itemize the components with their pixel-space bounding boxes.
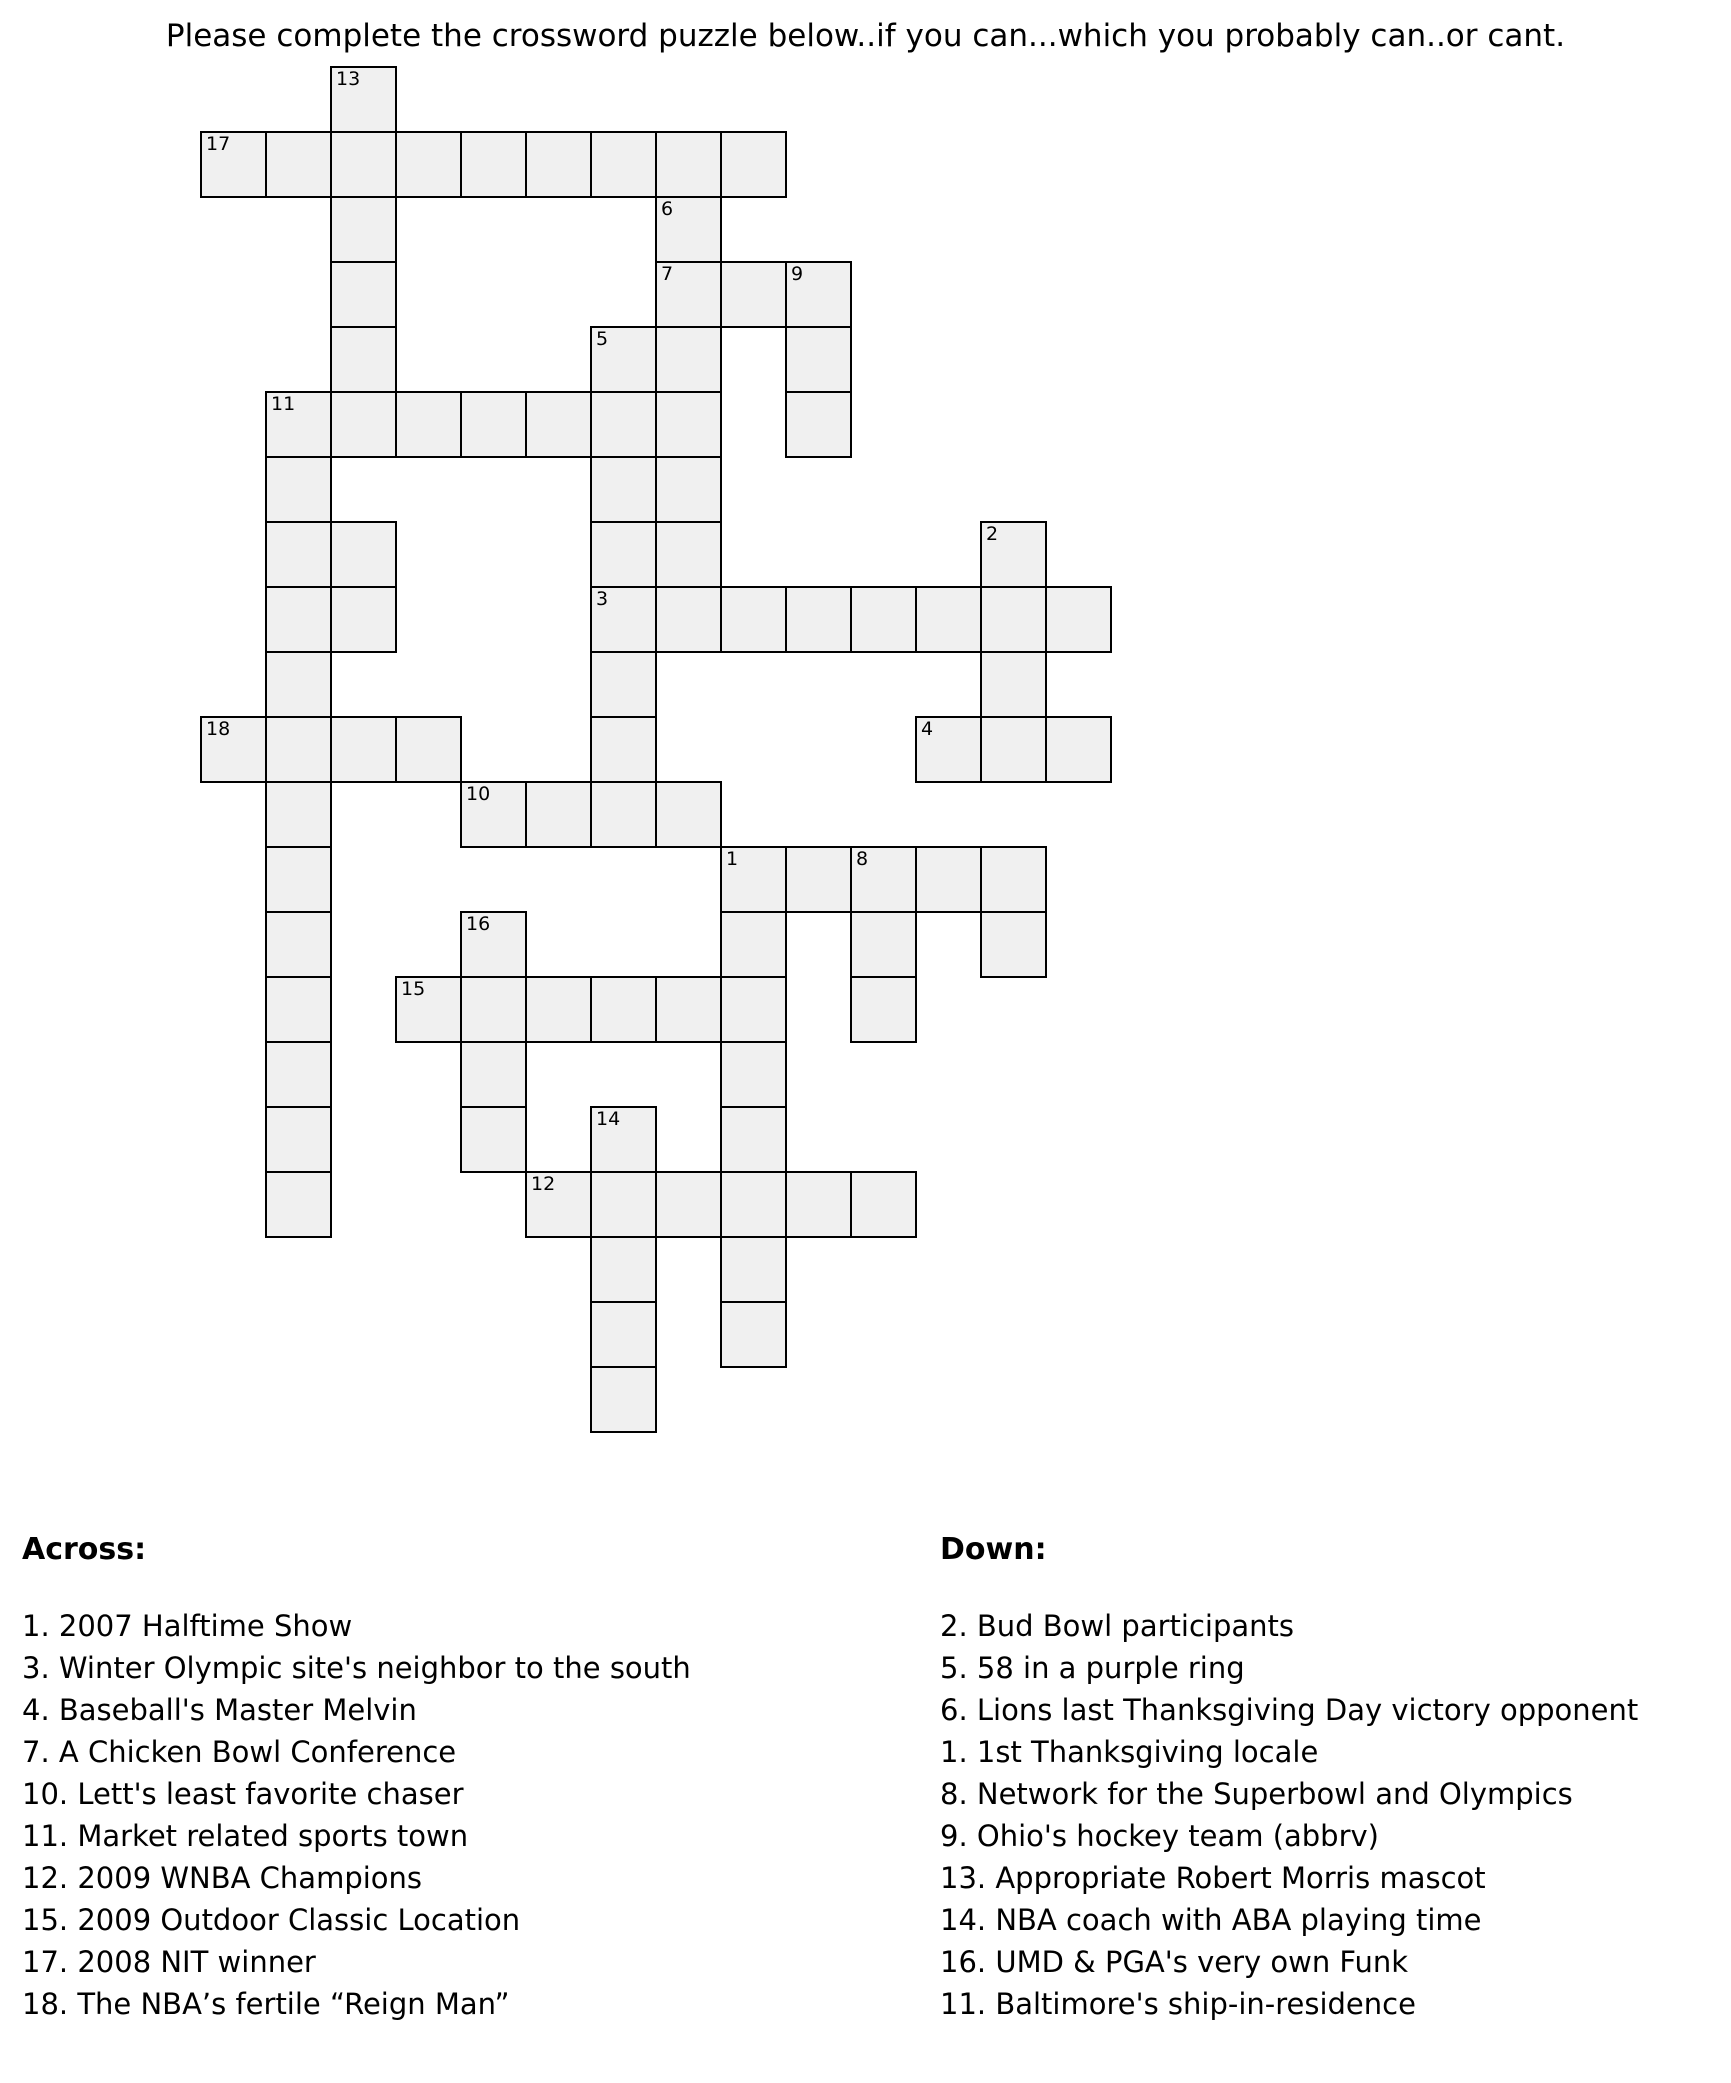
grid-cell-number: 7 bbox=[661, 263, 674, 285]
grid-cell-start-8[interactable] bbox=[850, 846, 917, 913]
down-heading: Down: bbox=[940, 1532, 1047, 1567]
grid-cell[interactable] bbox=[265, 1171, 332, 1238]
grid-cell[interactable] bbox=[460, 391, 527, 458]
grid-cell[interactable] bbox=[460, 1041, 527, 1108]
grid-cell-number: 9 bbox=[791, 263, 804, 285]
grid-cell[interactable] bbox=[590, 1236, 657, 1303]
grid-cell-start-5[interactable] bbox=[590, 326, 657, 393]
grid-cell-number: 5 bbox=[596, 328, 609, 350]
grid-cell[interactable] bbox=[915, 846, 982, 913]
grid-cell[interactable] bbox=[330, 521, 397, 588]
across-clue: 17. 2008 NIT winner bbox=[22, 1945, 316, 1979]
grid-cell[interactable] bbox=[460, 1106, 527, 1173]
grid-cell[interactable] bbox=[850, 586, 917, 653]
page-title: Please complete the crossword puzzle below..if you can...which you probably can..or cant. bbox=[165, 18, 1566, 54]
grid-cell[interactable] bbox=[785, 391, 852, 458]
down-clue: 11. Baltimore's ship-in-residence bbox=[940, 1987, 1416, 2021]
down-clue: 5. 58 in a purple ring bbox=[940, 1651, 1245, 1685]
across-clue: 3. Winter Olympic site's neighbor to the south bbox=[22, 1651, 691, 1685]
grid-cell[interactable] bbox=[265, 1041, 332, 1108]
across-clue: 10. Lett's least favorite chaser bbox=[22, 1777, 464, 1811]
grid-cell-number: 10 bbox=[466, 783, 491, 805]
down-clue-list bbox=[940, 1605, 1730, 2025]
grid-cell[interactable] bbox=[850, 1171, 917, 1238]
down-clue: 14. NBA coach with ABA playing time bbox=[940, 1903, 1482, 1937]
grid-cell[interactable] bbox=[720, 131, 787, 198]
grid-cell-number: 6 bbox=[661, 198, 674, 220]
grid-cell[interactable] bbox=[980, 716, 1047, 783]
grid-cell-start-9[interactable] bbox=[785, 261, 852, 328]
grid-cell[interactable] bbox=[915, 586, 982, 653]
across-clue-list bbox=[22, 1605, 722, 2025]
grid-cell[interactable] bbox=[330, 131, 397, 198]
down-clue: 16. UMD & PGA's very own Funk bbox=[940, 1945, 1409, 1979]
grid-cell[interactable] bbox=[265, 131, 332, 198]
grid-cell-number: 17 bbox=[206, 133, 231, 155]
grid-cell[interactable] bbox=[460, 976, 527, 1043]
grid-cell[interactable] bbox=[265, 846, 332, 913]
grid-cell[interactable] bbox=[590, 781, 657, 848]
down-clue: 1. 1st Thanksgiving locale bbox=[940, 1735, 1319, 1769]
grid-cell[interactable] bbox=[655, 131, 722, 198]
grid-cell[interactable] bbox=[330, 261, 397, 328]
grid-cell[interactable] bbox=[720, 911, 787, 978]
grid-cell-start-15[interactable] bbox=[395, 976, 462, 1043]
grid-cell[interactable] bbox=[785, 1171, 852, 1238]
grid-cell[interactable] bbox=[330, 716, 397, 783]
grid-cell[interactable] bbox=[720, 1171, 787, 1238]
grid-cell-number: 13 bbox=[336, 68, 361, 90]
grid-cell[interactable] bbox=[265, 781, 332, 848]
grid-cell[interactable] bbox=[590, 456, 657, 523]
grid-cell-number: 4 bbox=[921, 718, 934, 740]
across-clue: 11. Market related sports town bbox=[22, 1819, 469, 1853]
grid-cell[interactable] bbox=[590, 391, 657, 458]
grid-cell[interactable] bbox=[265, 521, 332, 588]
across-clue: 18. The NBA’s fertile “Reign Man” bbox=[22, 1987, 510, 2021]
grid-cell-start-1[interactable] bbox=[720, 846, 787, 913]
grid-cell[interactable] bbox=[655, 326, 722, 393]
grid-cell[interactable] bbox=[1045, 586, 1112, 653]
grid-cell[interactable] bbox=[460, 131, 527, 198]
down-clue: 8. Network for the Superbowl and Olympics bbox=[940, 1777, 1573, 1811]
grid-cell[interactable] bbox=[655, 781, 722, 848]
grid-cell[interactable] bbox=[655, 1171, 722, 1238]
grid-cell[interactable] bbox=[850, 976, 917, 1043]
grid-cell-start-13[interactable] bbox=[330, 66, 397, 133]
grid-cell-start-14[interactable] bbox=[590, 1106, 657, 1173]
grid-cell[interactable] bbox=[655, 391, 722, 458]
grid-cell[interactable] bbox=[980, 846, 1047, 913]
across-heading: Across: bbox=[22, 1532, 147, 1567]
grid-cell-number: 3 bbox=[596, 588, 609, 610]
down-clue: 6. Lions last Thanksgiving Day victory opponent bbox=[940, 1693, 1639, 1727]
grid-cell[interactable] bbox=[525, 391, 592, 458]
grid-cell[interactable] bbox=[980, 586, 1047, 653]
grid-cell[interactable] bbox=[1045, 716, 1112, 783]
grid-cell[interactable] bbox=[720, 1041, 787, 1108]
grid-cell[interactable] bbox=[590, 651, 657, 718]
grid-cell-number: 18 bbox=[206, 718, 231, 740]
grid-cell[interactable] bbox=[525, 976, 592, 1043]
grid-cell[interactable] bbox=[590, 131, 657, 198]
grid-cell[interactable] bbox=[785, 326, 852, 393]
grid-cell-start-18[interactable] bbox=[200, 716, 267, 783]
grid-cell-start-3[interactable] bbox=[590, 586, 657, 653]
down-clues-column bbox=[940, 1532, 1730, 2025]
grid-cell[interactable] bbox=[590, 1366, 657, 1433]
across-clue: 1. 2007 Halftime Show bbox=[22, 1609, 353, 1643]
grid-cell[interactable] bbox=[265, 456, 332, 523]
grid-cell[interactable] bbox=[590, 976, 657, 1043]
across-clue: 12. 2009 WNBA Champions bbox=[22, 1861, 423, 1895]
grid-cell[interactable] bbox=[655, 976, 722, 1043]
grid-cell[interactable] bbox=[720, 586, 787, 653]
grid-cell-number: 2 bbox=[986, 523, 999, 545]
grid-cell[interactable] bbox=[330, 326, 397, 393]
grid-cell[interactable] bbox=[850, 911, 917, 978]
grid-cell[interactable] bbox=[720, 1106, 787, 1173]
grid-cell-start-4[interactable] bbox=[915, 716, 982, 783]
grid-cell[interactable] bbox=[590, 716, 657, 783]
down-clue: 2. Bud Bowl participants bbox=[940, 1609, 1294, 1643]
grid-cell-number: 1 bbox=[726, 848, 739, 870]
grid-cell[interactable] bbox=[720, 976, 787, 1043]
grid-cell[interactable] bbox=[785, 586, 852, 653]
grid-cell[interactable] bbox=[395, 716, 462, 783]
grid-cell[interactable] bbox=[655, 586, 722, 653]
grid-cell-number: 16 bbox=[466, 913, 491, 935]
grid-cell[interactable] bbox=[265, 911, 332, 978]
grid-cell-number: 8 bbox=[856, 848, 869, 870]
across-clues-column bbox=[22, 1532, 722, 2025]
down-clue: 13. Appropriate Robert Morris mascot bbox=[940, 1861, 1486, 1895]
grid-cell[interactable] bbox=[525, 131, 592, 198]
grid-cell[interactable] bbox=[265, 651, 332, 718]
across-clue: 7. A Chicken Bowl Conference bbox=[22, 1735, 457, 1769]
grid-cell[interactable] bbox=[330, 391, 397, 458]
grid-cell-start-16[interactable] bbox=[460, 911, 527, 978]
grid-cell[interactable] bbox=[265, 1106, 332, 1173]
grid-cell-start-11[interactable] bbox=[265, 391, 332, 458]
across-clue: 4. Baseball's Master Melvin bbox=[22, 1693, 417, 1727]
grid-cell-start-2[interactable] bbox=[980, 521, 1047, 588]
grid-cell[interactable] bbox=[655, 521, 722, 588]
grid-cell-start-7[interactable] bbox=[655, 261, 722, 328]
grid-cell-start-6[interactable] bbox=[655, 196, 722, 263]
grid-cell-number: 11 bbox=[271, 393, 296, 415]
grid-cell-number: 12 bbox=[531, 1173, 556, 1195]
crossword-grid bbox=[0, 66, 1731, 1536]
grid-cell[interactable] bbox=[265, 716, 332, 783]
grid-cell-start-12[interactable] bbox=[525, 1171, 592, 1238]
grid-cell[interactable] bbox=[590, 521, 657, 588]
grid-cell[interactable] bbox=[785, 846, 852, 913]
grid-cell[interactable] bbox=[655, 456, 722, 523]
grid-cell[interactable] bbox=[590, 1171, 657, 1238]
clues-section bbox=[0, 1532, 1731, 2083]
grid-cell-number: 14 bbox=[596, 1108, 621, 1130]
grid-cell[interactable] bbox=[395, 391, 462, 458]
grid-cell[interactable] bbox=[720, 1236, 787, 1303]
across-clue: 15. 2009 Outdoor Classic Location bbox=[22, 1903, 521, 1937]
grid-cell[interactable] bbox=[980, 651, 1047, 718]
grid-cell[interactable] bbox=[720, 1301, 787, 1368]
grid-cell[interactable] bbox=[590, 1301, 657, 1368]
grid-cell[interactable] bbox=[265, 586, 332, 653]
grid-cell-number: 15 bbox=[401, 978, 426, 1000]
grid-cell-start-10[interactable] bbox=[460, 781, 527, 848]
grid-cell[interactable] bbox=[980, 911, 1047, 978]
grid-cell[interactable] bbox=[265, 976, 332, 1043]
grid-cell-start-17[interactable] bbox=[200, 131, 267, 198]
grid-cell[interactable] bbox=[525, 781, 592, 848]
grid-cell[interactable] bbox=[720, 261, 787, 328]
grid-cell[interactable] bbox=[330, 196, 397, 263]
grid-cell[interactable] bbox=[330, 586, 397, 653]
grid-cell[interactable] bbox=[395, 131, 462, 198]
down-clue: 9. Ohio's hockey team (abbrv) bbox=[940, 1819, 1379, 1853]
